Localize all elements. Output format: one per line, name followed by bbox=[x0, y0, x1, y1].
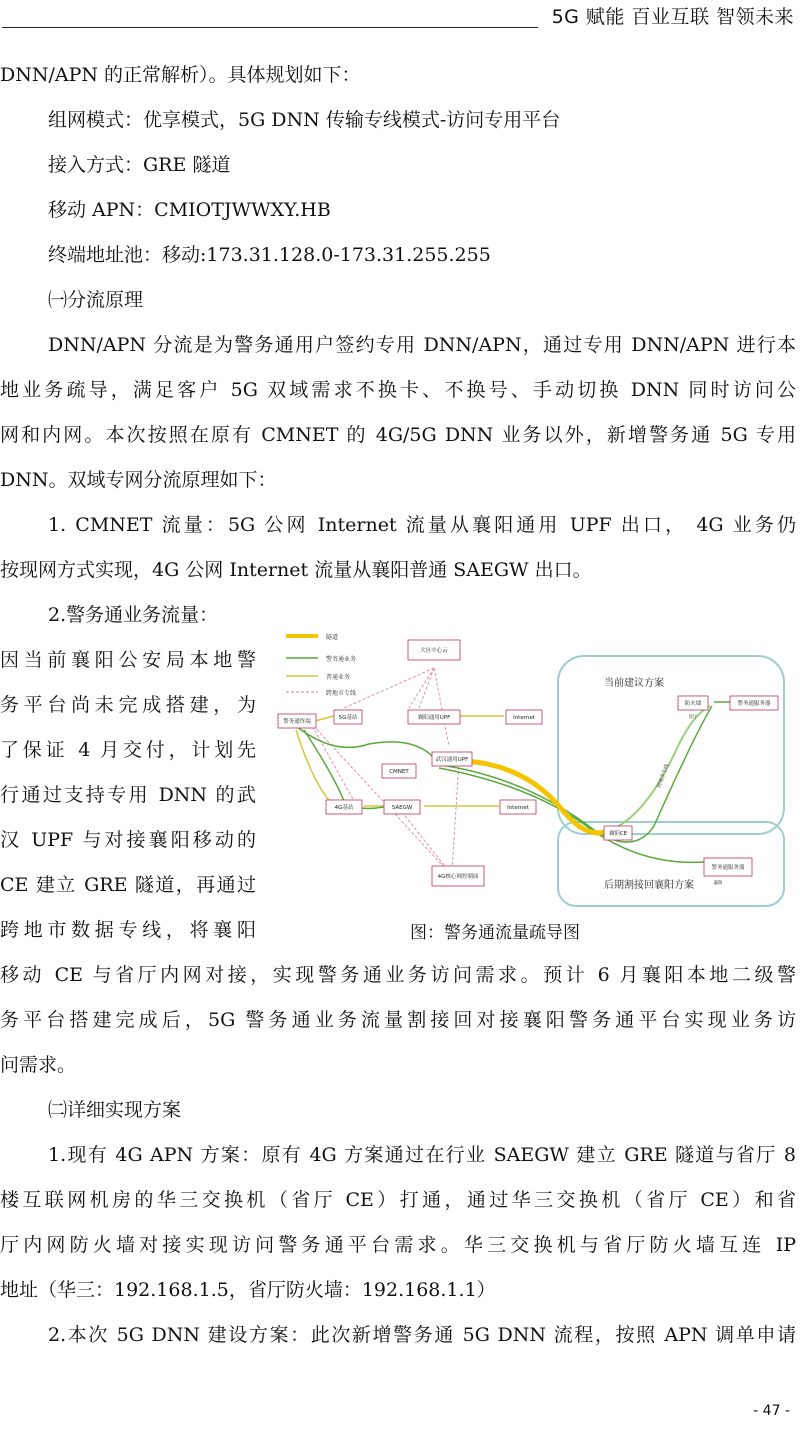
text-line: 问需求。 bbox=[0, 1054, 77, 1076]
text-line: 终端地址池：移动:173.31.128.0-173.31.255.255 bbox=[48, 244, 491, 266]
text-line: 地址（华三：192.168.1.5，省厅防火墙：192.168.1.1） bbox=[0, 1279, 496, 1301]
current-scheme-label: 当前建议方案 bbox=[604, 678, 664, 689]
current-scheme-region bbox=[558, 656, 784, 834]
figure-caption: 图：警务通流量疏导图 bbox=[410, 923, 580, 943]
label-ce: 襄阳CE bbox=[608, 831, 628, 837]
page-header bbox=[0, 0, 800, 30]
label-firewall: 防火墙 bbox=[684, 701, 702, 707]
flow-diagram bbox=[274, 626, 790, 912]
label-4g-bs: 4G基站 bbox=[334, 805, 354, 811]
text-line: 1.现有 4G APN 方案：原有 4G 方案通过在行业 SAEGW 建立 GRE 隧道与省厅 8 bbox=[48, 1144, 796, 1166]
text-line: CE 建立 GRE 隧道，再通过 bbox=[0, 874, 256, 896]
label-internet-1: Internet bbox=[513, 715, 535, 721]
header-title: 5G 赋能 百业互联 智领未来 bbox=[551, 6, 794, 28]
legend-normal: 普通业务 bbox=[326, 674, 351, 681]
text-line: DNN/APN 的正常解析）。具体规划如下： bbox=[0, 64, 361, 86]
later-scheme-label: 后期割接回襄阳方案 bbox=[604, 880, 694, 891]
page-number: - 47 - bbox=[753, 1403, 790, 1419]
legend-cross: 跨地市专线 bbox=[326, 690, 357, 697]
text-line: 行通过支持专用 DNN 的武 bbox=[0, 784, 256, 806]
label-dc: 大区中心云 bbox=[420, 648, 448, 654]
section-heading: ㈡详细实现方案 bbox=[48, 1099, 182, 1121]
text-line: 了保证 4 月交付，计划先 bbox=[0, 739, 256, 761]
label-wh-upf: 武汉通用UPF bbox=[435, 757, 469, 763]
section-heading: ㈠分流原理 bbox=[48, 289, 144, 311]
text-line: 按现网方式实现，4G 公网 Internet 流量从襄阳普通 SAEGW 出口。 bbox=[0, 559, 592, 581]
label-cmnet: CMNET bbox=[389, 769, 409, 775]
text-line: 2.警务通业务流量： bbox=[48, 604, 219, 626]
text-line: 2.本次 5G DNN 建设方案：此次新增警务通 5G DNN 流程，按照 APN 调单申请 bbox=[48, 1324, 796, 1346]
label-terminal: 警务通终端 bbox=[283, 719, 311, 725]
text-line: 汉 UPF 与对接襄阳移动的 bbox=[0, 829, 256, 851]
text-line: 地业务疏导，满足客户 5G 双域需求不换卡、不换号、手动切换 DNN 同时访问公 bbox=[0, 379, 796, 401]
legend-tunnel: 隧道 bbox=[326, 634, 339, 641]
text-line: 移动 APN：CMIOTJWWXY.HB bbox=[48, 199, 331, 221]
text-line: 跨地市数据专线，将襄阳 bbox=[0, 919, 256, 941]
text-line: 组网模式：优享模式，5G DNN 传输专线模式-访问专用平台 bbox=[48, 109, 561, 131]
legend-police: 警务通业务 bbox=[326, 656, 357, 663]
label-provincial: 省厅 bbox=[688, 715, 698, 720]
text-line: 接入方式：GRE 隧道 bbox=[48, 154, 231, 176]
police-business-links bbox=[296, 702, 730, 862]
text-line: 网和内网。本次按照在原有 CMNET 的 4G/5G DNN 业务以外，新增警务通 5G 专用 bbox=[0, 424, 796, 446]
label-xy-upf: 襄阳通用UPF bbox=[417, 715, 451, 721]
label-5g-bs: 5G基站 bbox=[338, 715, 358, 721]
text-line: DNN/APN 分流是为警务通用户签约专用 DNN/APN，通过专用 DNN/APN 进行本 bbox=[48, 334, 796, 356]
text-line: 厅内网防火墙对接实现访问警务通平台需求。华三交换机与省厅防火墙互连 IP bbox=[0, 1234, 796, 1256]
text-line: 楼互联网机房的华三交换机（省厅 CE）打通，通过华三交换机（省厅 CE）和省 bbox=[0, 1189, 796, 1211]
text-line: 移动 CE 与省厅内网对接，实现警务通业务访问需求。预计 6 月襄阳本地二级警 bbox=[0, 964, 796, 986]
text-line: 务平台搭建完成后，5G 警务通业务流量割接回对接襄阳警务通平台实现业务访 bbox=[0, 1009, 796, 1031]
label-xiangyang: 襄阳 bbox=[713, 881, 723, 886]
label-trans: 跨地市专线 bbox=[656, 763, 671, 789]
label-server-1: 警务通服务器 bbox=[737, 701, 771, 707]
label-server-2: 警务通服务器 bbox=[711, 865, 745, 871]
text-line: 1. CMNET 流量：5G 公网 Internet 流量从襄阳通用 UPF 出口， 4G 业务仍 bbox=[48, 514, 796, 536]
text-line: 因当前襄阳公安局本地警 bbox=[0, 649, 256, 671]
text-line: DNN。双域专网分流原理如下： bbox=[0, 469, 277, 491]
tunnel-to-firewall bbox=[604, 706, 710, 832]
label-internet-2: Internet bbox=[507, 805, 529, 811]
text-line: 务平台尚未完成搭建，为 bbox=[0, 694, 256, 716]
label-4g-ctrl: 4G核心网控制面 bbox=[437, 874, 479, 880]
header-rule bbox=[2, 27, 538, 28]
label-saegw: SAEGW bbox=[391, 805, 413, 811]
